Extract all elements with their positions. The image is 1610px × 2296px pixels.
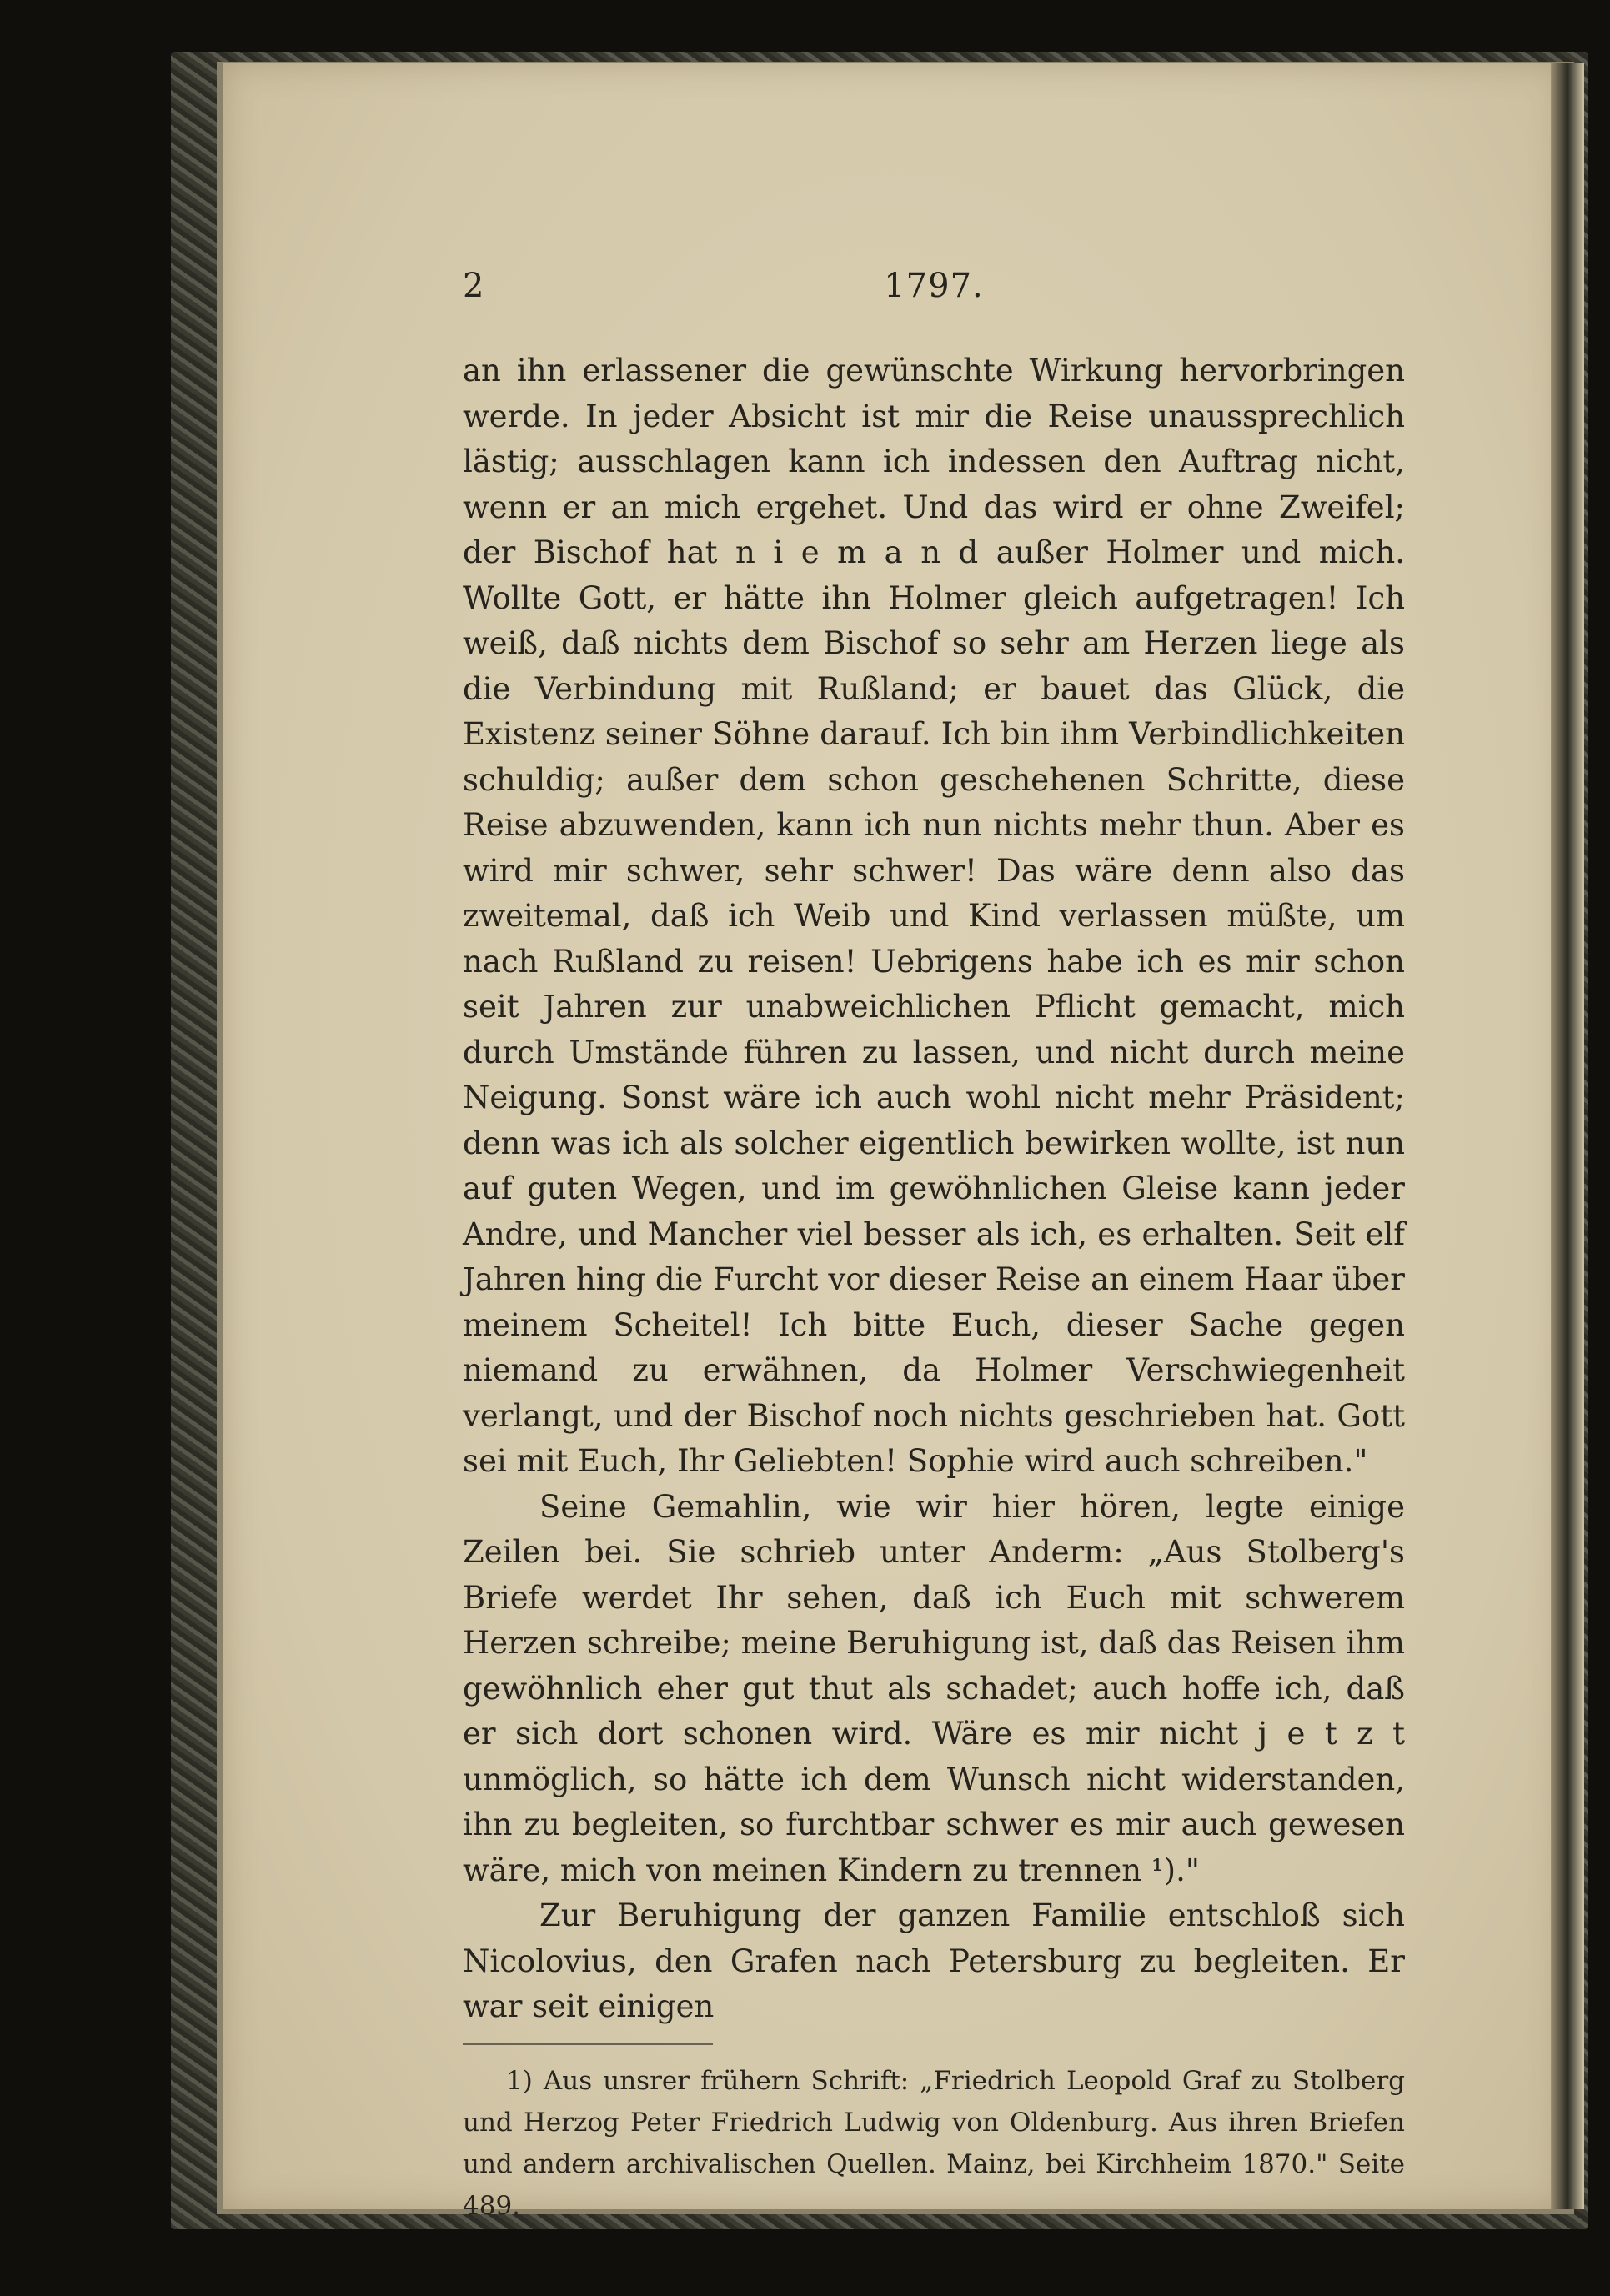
body-text <box>463 348 1405 2030</box>
page-number: 2 <box>463 267 484 305</box>
page-header <box>463 267 1405 342</box>
paragraph-2: Seine Gemahlin, wie wir hier hören, legte einige Zeilen bei. Sie schrieb unter Anderm: „Aus Stolberg's Briefe werdet Ihr sehen, daß ich Euch mit schwerem Herzen schreibe; meine Beruhigung ist, daß das Reisen ihm gewöhnlich eher gut thut als schadet; auch hoffe ich, daß er sich dort schonen wird. Wäre es mir nicht j e t z t unmöglich, so hätte ich dem Wunsch nicht widerstanden, ihn zu begleiten, so furchtbar schwer es mir auch gewesen wäre, mich von meinen Kindern zu trennen ¹)." <box>463 1488 1405 1888</box>
book-gutter <box>1551 63 1584 2209</box>
running-head: 1797. <box>884 267 984 305</box>
page-content <box>463 267 1405 2227</box>
paragraph-1: an ihn erlassener die gewünschte Wirkung hervorbringen werde. In jeder Absicht ist mir die Reise unaussprechlich lästig; ausschlagen kann ich indessen den Auftrag nicht, wenn er an mich ergehet. Und das wird er ohne Zweifel; der Bischof hat n i e m a n d außer Holmer und mich. Wollte Gott, er hätte ihn Holmer gleich aufgetragen! Ich weiß, daß nichts dem Bischof so sehr am Herzen liege als die Verbindung mit Rußland; er bauet das Glück, die Existenz seiner Söhne darauf. Ich bin ihm Verbindlichkeiten schuldig; außer dem schon geschehenen Schritte, diese Reise abzuwenden, kann ich nun nichts mehr thun. Aber es wird mir schwer, sehr schwer! Das wäre denn also das zweitemal, daß ich Weib und Kind verlassen müßte, um nach Rußland zu reisen! Uebrigens habe ich es mir schon seit Jahren zur unabweichlichen Pflicht gemacht, mich durch Umstände führen zu lassen, und nicht durch meine Neigung. Sonst wäre ich auch wohl nicht mehr Präsident; denn was ich als solcher eigentlich bewirken wollte, ist nun auf guten Wegen, und im gewöhnlichen Gleise kann jeder Andre, und Mancher viel besser als ich, es erhalten. Seit elf Jahren hing die Furcht vor dieser Reise an einem Haar über meinem Scheitel! Ich bitte Euch, dieser Sache gegen niemand zu erwähnen, da Holmer Verschwiegenheit verlangt, und der Bischof noch nichts geschrieben hat. Gott sei mit Euch, Ihr Geliebten! Sophie wird auch schreiben." <box>463 353 1405 1479</box>
footnote-rule <box>463 2043 713 2045</box>
footnote: 1) Aus unsrer frühern Schrift: „Friedrich Leopold Graf zu Stolberg und Herzog Peter Friedrich Ludwig von Oldenburg. Aus ihren Briefen und andern archivalischen Quellen. Mainz, bei Kirchheim 1870." Seite 489. <box>463 2065 1405 2221</box>
paragraph-3: Zur Beruhigung der ganzen Familie entschloß sich Nicolovius, den Grafen nach Petersburg zu begleiten. Er war seit einigen <box>463 1897 1405 2024</box>
